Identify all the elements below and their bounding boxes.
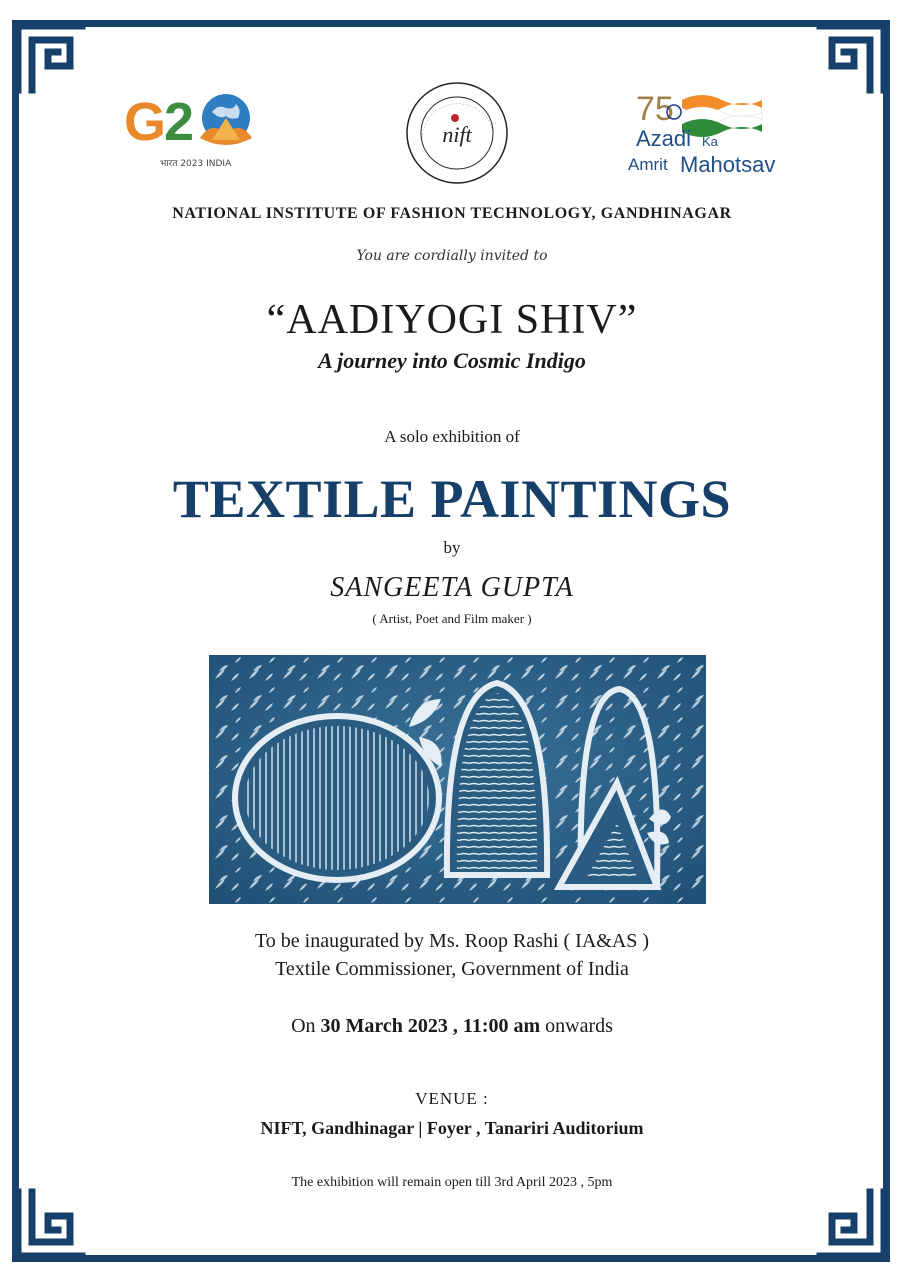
aka-word-amrit: Amrit (628, 155, 668, 174)
by-line: by (443, 538, 461, 557)
g20-digit-2: 2 (164, 92, 195, 152)
date-suffix: onwards (545, 1015, 613, 1037)
exhibition-main-title: TEXTILE PAINTINGS (172, 469, 732, 529)
nift-wordmark: nift (442, 122, 472, 147)
institute-name: NATIONAL INSTITUTE OF FASHION TECHNOLOGY, GANDHINAGAR (172, 205, 732, 222)
aka-word-mahotsav: Mahotsav (680, 152, 776, 177)
inauguration-line-1: To be inaugurated by Ms. Roop Rashi ( IA&AS ) (254, 930, 650, 952)
event-title: “AADIYOGI SHIV” (266, 297, 638, 343)
solo-exhibition-line: A solo exhibition of (384, 427, 520, 446)
textile-painting-image (209, 655, 706, 904)
artist-name: SANGEETA GUPTA (330, 572, 574, 603)
logo-row (0, 78, 904, 188)
g20-letter-g: G (124, 92, 167, 152)
g20-lotus-globe-icon (200, 94, 252, 145)
venue-label: VENUE : (415, 1089, 489, 1108)
corner-ornament-bottom-right (816, 1188, 888, 1260)
nift-logo (402, 78, 512, 188)
azadi-ka-amrit-mahotsav-logo (622, 82, 792, 182)
nift-ring-text-bottom (424, 148, 490, 170)
venue-place: NIFT, Gandhinagar | Foyer , Tanariri Auditorium (260, 1118, 644, 1138)
date-prefix: On (291, 1015, 316, 1037)
artist-role: ( Artist, Poet and Film maker ) (372, 611, 532, 626)
aka-word-azadi: Azadi (636, 126, 692, 151)
date-value: 30 March 2023 , 11:00 am (320, 1015, 541, 1037)
nift-emblem-icon (451, 114, 459, 122)
event-subtitle: A journey into Cosmic Indigo (318, 348, 586, 373)
event-date (0, 1015, 904, 1038)
g20-caption: भारत 2023 INDIA (160, 159, 232, 169)
inauguration-line-2: Textile Commissioner, Government of India (275, 958, 629, 980)
invite-line: You are cordially invited to (356, 248, 548, 264)
aka-number-75: 75 (636, 90, 674, 128)
aka-word-ka: Ka (702, 134, 718, 149)
corner-ornament-bottom-left (14, 1188, 86, 1260)
g20-logo (120, 84, 280, 174)
painting-oval-left (235, 716, 439, 880)
closing-note: The exhibition will remain open till 3rd April 2023 , 5pm (291, 1175, 613, 1190)
